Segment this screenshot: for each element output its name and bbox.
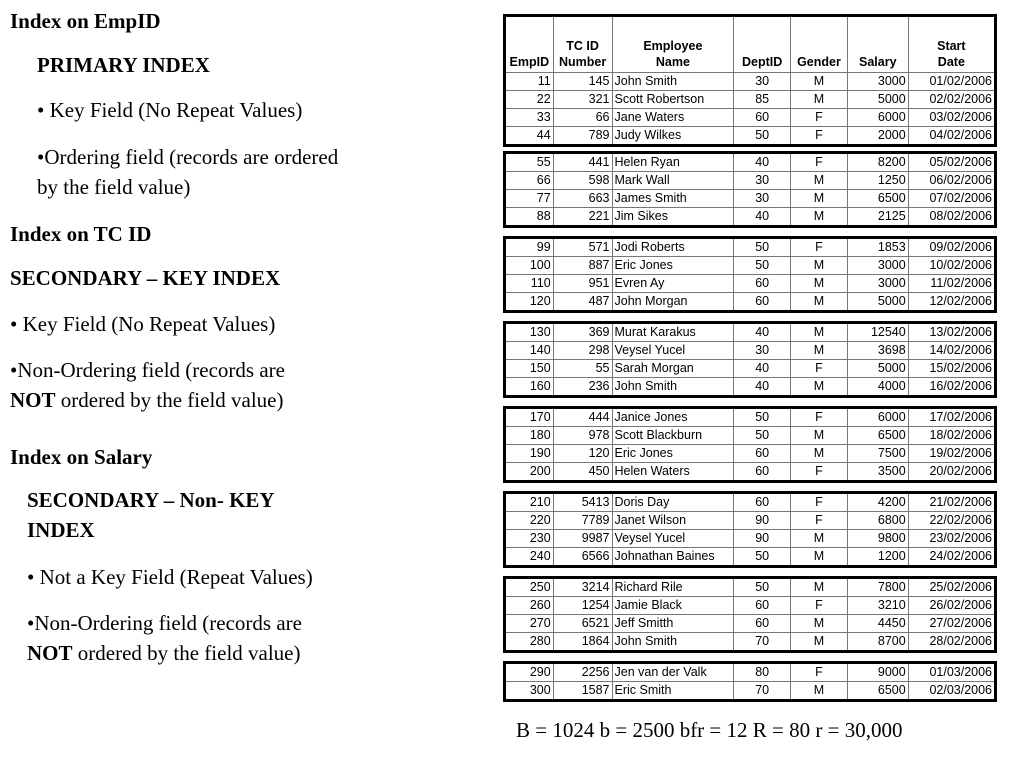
cell-employee-name: Helen Waters bbox=[612, 463, 734, 482]
cell-emp-id: 290 bbox=[505, 663, 554, 682]
column-header-line2: Gender bbox=[797, 55, 841, 69]
cell-salary: 6800 bbox=[847, 512, 908, 530]
cell-start-date: 03/02/2006 bbox=[908, 109, 995, 127]
cell-tc-id: 7789 bbox=[553, 512, 612, 530]
cell-salary: 1250 bbox=[847, 172, 908, 190]
cell-employee-name: Johnathan Baines bbox=[612, 548, 734, 567]
cell-emp-id: 110 bbox=[505, 275, 554, 293]
cell-emp-id: 210 bbox=[505, 493, 554, 512]
cell-gender: F bbox=[791, 109, 848, 127]
cell-salary: 6500 bbox=[847, 190, 908, 208]
cell-gender: M bbox=[791, 578, 848, 597]
cell-dept-id: 40 bbox=[734, 153, 791, 172]
table-row bbox=[505, 323, 996, 342]
cell-employee-name: Jeff Smitth bbox=[612, 615, 734, 633]
cell-dept-id: 60 bbox=[734, 493, 791, 512]
cell-emp-id: 200 bbox=[505, 463, 554, 482]
table-row bbox=[505, 445, 996, 463]
column-header-line1: Start bbox=[937, 39, 966, 53]
column-header-line2: EmpID bbox=[509, 55, 550, 69]
cell-tc-id: 2256 bbox=[553, 663, 612, 682]
cell-tc-id: 6521 bbox=[553, 615, 612, 633]
cell-gender: F bbox=[791, 663, 848, 682]
cell-gender: F bbox=[791, 463, 848, 482]
bullet-non-ordering-line1-a: •Non-Ordering field (records are bbox=[10, 358, 285, 382]
table-row bbox=[505, 597, 996, 615]
cell-gender: M bbox=[791, 190, 848, 208]
column-header-line1 bbox=[850, 40, 906, 56]
not-emphasis: NOT bbox=[27, 641, 73, 665]
table-row bbox=[505, 548, 996, 567]
cell-employee-name: Eric Smith bbox=[612, 682, 734, 701]
cell-tc-id: 598 bbox=[553, 172, 612, 190]
bullet-key-field-2: • Key Field (No Repeat Values) bbox=[10, 312, 276, 336]
column-header-employee-name bbox=[612, 16, 734, 73]
cell-tc-id: 1587 bbox=[553, 682, 612, 701]
cell-dept-id: 50 bbox=[734, 408, 791, 427]
cell-emp-id: 280 bbox=[505, 633, 554, 652]
cell-gender: M bbox=[791, 378, 848, 397]
cell-salary: 6500 bbox=[847, 682, 908, 701]
cell-tc-id: 951 bbox=[553, 275, 612, 293]
table-row bbox=[505, 91, 996, 109]
cell-tc-id: 120 bbox=[553, 445, 612, 463]
cell-start-date: 17/02/2006 bbox=[908, 408, 995, 427]
left-panel bbox=[0, 0, 470, 768]
cell-start-date: 12/02/2006 bbox=[908, 293, 995, 312]
data-block-7 bbox=[503, 576, 997, 653]
cell-gender: M bbox=[791, 275, 848, 293]
cell-dept-id: 30 bbox=[734, 73, 791, 91]
cell-emp-id: 180 bbox=[505, 427, 554, 445]
bullet-ordering-field-line2: by the field value) bbox=[37, 175, 191, 199]
cell-employee-name: Doris Day bbox=[612, 493, 734, 512]
cell-salary: 6500 bbox=[847, 427, 908, 445]
cell-salary: 1200 bbox=[847, 548, 908, 567]
cell-salary: 1853 bbox=[847, 238, 908, 257]
cell-salary: 6000 bbox=[847, 408, 908, 427]
cell-gender: M bbox=[791, 91, 848, 109]
cell-tc-id: 5413 bbox=[553, 493, 612, 512]
cell-start-date: 22/02/2006 bbox=[908, 512, 995, 530]
table-row bbox=[505, 633, 996, 652]
heading-index-salary: Index on Salary bbox=[10, 445, 153, 469]
cell-employee-name: John Smith bbox=[612, 378, 734, 397]
cell-dept-id: 60 bbox=[734, 275, 791, 293]
cell-salary: 7800 bbox=[847, 578, 908, 597]
cell-emp-id: 130 bbox=[505, 323, 554, 342]
cell-employee-name: Jodi Roberts bbox=[612, 238, 734, 257]
cell-start-date: 05/02/2006 bbox=[908, 153, 995, 172]
cell-employee-name: John Smith bbox=[612, 633, 734, 652]
not-emphasis: NOT bbox=[10, 388, 56, 412]
cell-salary: 3000 bbox=[847, 275, 908, 293]
cell-employee-name: James Smith bbox=[612, 190, 734, 208]
cell-employee-name: John Morgan bbox=[612, 293, 734, 312]
cell-start-date: 19/02/2006 bbox=[908, 445, 995, 463]
cell-dept-id: 60 bbox=[734, 293, 791, 312]
subheading-secondary-nonkey-line2: INDEX bbox=[27, 518, 95, 542]
cell-employee-name: Judy Wilkes bbox=[612, 127, 734, 146]
cell-gender: F bbox=[791, 238, 848, 257]
cell-gender: M bbox=[791, 293, 848, 312]
bullet-non-ordering-line2-a bbox=[10, 385, 284, 415]
cell-emp-id: 33 bbox=[505, 109, 554, 127]
cell-tc-id: 369 bbox=[553, 323, 612, 342]
cell-employee-name: Scott Blackburn bbox=[612, 427, 734, 445]
table-row bbox=[505, 342, 996, 360]
cell-emp-id: 170 bbox=[505, 408, 554, 427]
column-header-line1: Employee bbox=[643, 39, 703, 53]
column-header-line1 bbox=[736, 40, 788, 56]
column-header-gender bbox=[791, 16, 848, 73]
cell-start-date: 06/02/2006 bbox=[908, 172, 995, 190]
cell-gender: M bbox=[791, 73, 848, 91]
cell-dept-id: 90 bbox=[734, 512, 791, 530]
cell-salary: 3210 bbox=[847, 597, 908, 615]
table-row bbox=[505, 408, 996, 427]
cell-salary: 2125 bbox=[847, 208, 908, 227]
cell-tc-id: 1254 bbox=[553, 597, 612, 615]
cell-emp-id: 140 bbox=[505, 342, 554, 360]
column-header-line2: Salary bbox=[859, 55, 897, 69]
cell-start-date: 16/02/2006 bbox=[908, 378, 995, 397]
table-row bbox=[505, 293, 996, 312]
cell-tc-id: 441 bbox=[553, 153, 612, 172]
cell-start-date: 02/03/2006 bbox=[908, 682, 995, 701]
cell-emp-id: 100 bbox=[505, 257, 554, 275]
cell-start-date: 08/02/2006 bbox=[908, 208, 995, 227]
cell-employee-name: Eric Jones bbox=[612, 445, 734, 463]
cell-tc-id: 6566 bbox=[553, 548, 612, 567]
table-row bbox=[505, 275, 996, 293]
cell-emp-id: 230 bbox=[505, 530, 554, 548]
cell-emp-id: 66 bbox=[505, 172, 554, 190]
data-block-8 bbox=[503, 661, 997, 702]
cell-dept-id: 50 bbox=[734, 548, 791, 567]
column-header-line2: Date bbox=[937, 55, 965, 69]
table-row bbox=[505, 190, 996, 208]
cell-dept-id: 50 bbox=[734, 238, 791, 257]
column-header-salary bbox=[847, 16, 908, 73]
cell-dept-id: 40 bbox=[734, 360, 791, 378]
cell-dept-id: 30 bbox=[734, 190, 791, 208]
cell-emp-id: 44 bbox=[505, 127, 554, 146]
cell-dept-id: 50 bbox=[734, 127, 791, 146]
column-header-emp-id bbox=[505, 16, 554, 73]
subheading-secondary-nonkey-line1: SECONDARY – Non- KEY bbox=[27, 488, 275, 512]
cell-tc-id: 444 bbox=[553, 408, 612, 427]
table-row bbox=[505, 427, 996, 445]
cell-emp-id: 220 bbox=[505, 512, 554, 530]
cell-dept-id: 30 bbox=[734, 172, 791, 190]
table-row bbox=[505, 172, 996, 190]
cell-employee-name: Scott Robertson bbox=[612, 91, 734, 109]
table-row bbox=[505, 257, 996, 275]
cell-dept-id: 80 bbox=[734, 663, 791, 682]
cell-employee-name: Janice Jones bbox=[612, 408, 734, 427]
data-block-3 bbox=[503, 236, 997, 313]
table-row bbox=[505, 360, 996, 378]
cell-employee-name: Veysel Yucel bbox=[612, 342, 734, 360]
heading-index-empid: Index on EmpID bbox=[10, 9, 161, 33]
cell-tc-id: 66 bbox=[553, 109, 612, 127]
cell-salary: 8200 bbox=[847, 153, 908, 172]
cell-start-date: 07/02/2006 bbox=[908, 190, 995, 208]
cell-emp-id: 55 bbox=[505, 153, 554, 172]
table-row bbox=[505, 663, 996, 682]
cell-emp-id: 11 bbox=[505, 73, 554, 91]
cell-start-date: 23/02/2006 bbox=[908, 530, 995, 548]
cell-tc-id: 887 bbox=[553, 257, 612, 275]
cell-dept-id: 85 bbox=[734, 91, 791, 109]
cell-start-date: 24/02/2006 bbox=[908, 548, 995, 567]
cell-dept-id: 60 bbox=[734, 109, 791, 127]
cell-start-date: 27/02/2006 bbox=[908, 615, 995, 633]
table-row bbox=[505, 378, 996, 397]
cell-tc-id: 663 bbox=[553, 190, 612, 208]
cell-emp-id: 160 bbox=[505, 378, 554, 397]
cell-start-date: 01/02/2006 bbox=[908, 73, 995, 91]
cell-salary: 5000 bbox=[847, 293, 908, 312]
data-block-2 bbox=[503, 151, 997, 228]
cell-start-date: 25/02/2006 bbox=[908, 578, 995, 597]
cell-start-date: 01/03/2006 bbox=[908, 663, 995, 682]
cell-salary: 6000 bbox=[847, 109, 908, 127]
file-parameters: B = 1024 b = 2500 bfr = 12 R = 80 r = 30,000 bbox=[516, 718, 903, 742]
cell-salary: 2000 bbox=[847, 127, 908, 146]
cell-tc-id: 978 bbox=[553, 427, 612, 445]
cell-gender: F bbox=[791, 512, 848, 530]
table-row bbox=[505, 208, 996, 227]
column-header-line1: TC ID bbox=[566, 39, 599, 53]
cell-salary: 4000 bbox=[847, 378, 908, 397]
column-header-line2: Name bbox=[655, 55, 690, 69]
cell-tc-id: 487 bbox=[553, 293, 612, 312]
cell-start-date: 21/02/2006 bbox=[908, 493, 995, 512]
cell-salary: 12540 bbox=[847, 323, 908, 342]
cell-tc-id: 145 bbox=[553, 73, 612, 91]
bullet-key-field-1: • Key Field (No Repeat Values) bbox=[37, 98, 303, 122]
cell-salary: 3000 bbox=[847, 73, 908, 91]
cell-salary: 5000 bbox=[847, 360, 908, 378]
cell-employee-name: Richard Rile bbox=[612, 578, 734, 597]
cell-dept-id: 30 bbox=[734, 342, 791, 360]
cell-emp-id: 120 bbox=[505, 293, 554, 312]
cell-emp-id: 99 bbox=[505, 238, 554, 257]
cell-dept-id: 40 bbox=[734, 323, 791, 342]
cell-start-date: 09/02/2006 bbox=[908, 238, 995, 257]
cell-start-date: 28/02/2006 bbox=[908, 633, 995, 652]
cell-gender: F bbox=[791, 153, 848, 172]
cell-employee-name: Murat Karakus bbox=[612, 323, 734, 342]
cell-tc-id: 55 bbox=[553, 360, 612, 378]
table-row bbox=[505, 109, 996, 127]
cell-salary: 3000 bbox=[847, 257, 908, 275]
table-row bbox=[505, 238, 996, 257]
table-row bbox=[505, 127, 996, 146]
header-row bbox=[505, 16, 996, 73]
cell-gender: M bbox=[791, 427, 848, 445]
data-block-6 bbox=[503, 491, 997, 568]
bullet-non-ordering-line2-b bbox=[27, 638, 301, 668]
data-block-4 bbox=[503, 321, 997, 398]
cell-employee-name: John Smith bbox=[612, 73, 734, 91]
cell-dept-id: 40 bbox=[734, 378, 791, 397]
cell-gender: M bbox=[791, 530, 848, 548]
cell-start-date: 14/02/2006 bbox=[908, 342, 995, 360]
cell-emp-id: 150 bbox=[505, 360, 554, 378]
cell-salary: 4450 bbox=[847, 615, 908, 633]
cell-start-date: 11/02/2006 bbox=[908, 275, 995, 293]
cell-gender: F bbox=[791, 597, 848, 615]
cell-employee-name: Jen van der Valk bbox=[612, 663, 734, 682]
cell-gender: M bbox=[791, 615, 848, 633]
cell-dept-id: 70 bbox=[734, 633, 791, 652]
cell-employee-name: Mark Wall bbox=[612, 172, 734, 190]
subheading-primary-index: PRIMARY INDEX bbox=[37, 53, 210, 77]
bullet-not-key-field: • Not a Key Field (Repeat Values) bbox=[27, 565, 313, 589]
cell-emp-id: 270 bbox=[505, 615, 554, 633]
cell-emp-id: 190 bbox=[505, 445, 554, 463]
cell-start-date: 02/02/2006 bbox=[908, 91, 995, 109]
data-block-1 bbox=[503, 14, 997, 147]
cell-gender: F bbox=[791, 127, 848, 146]
column-header-line2: DeptID bbox=[742, 55, 783, 69]
cell-gender: M bbox=[791, 323, 848, 342]
cell-emp-id: 240 bbox=[505, 548, 554, 567]
cell-gender: F bbox=[791, 408, 848, 427]
cell-tc-id: 450 bbox=[553, 463, 612, 482]
cell-gender: M bbox=[791, 633, 848, 652]
cell-salary: 8700 bbox=[847, 633, 908, 652]
cell-salary: 9000 bbox=[847, 663, 908, 682]
cell-start-date: 20/02/2006 bbox=[908, 463, 995, 482]
cell-employee-name: Jim Sikes bbox=[612, 208, 734, 227]
cell-tc-id: 1864 bbox=[553, 633, 612, 652]
cell-tc-id: 221 bbox=[553, 208, 612, 227]
subheading-secondary-key-index: SECONDARY – KEY INDEX bbox=[10, 266, 281, 290]
cell-tc-id: 321 bbox=[553, 91, 612, 109]
cell-salary: 5000 bbox=[847, 91, 908, 109]
cell-gender: M bbox=[791, 342, 848, 360]
cell-dept-id: 90 bbox=[734, 530, 791, 548]
cell-tc-id: 3214 bbox=[553, 578, 612, 597]
cell-employee-name: Jamie Black bbox=[612, 597, 734, 615]
cell-dept-id: 60 bbox=[734, 463, 791, 482]
cell-employee-name: Helen Ryan bbox=[612, 153, 734, 172]
cell-salary: 4200 bbox=[847, 493, 908, 512]
cell-gender: M bbox=[791, 257, 848, 275]
table-row bbox=[505, 463, 996, 482]
cell-emp-id: 77 bbox=[505, 190, 554, 208]
cell-dept-id: 60 bbox=[734, 445, 791, 463]
cell-emp-id: 250 bbox=[505, 578, 554, 597]
cell-salary: 7500 bbox=[847, 445, 908, 463]
cell-employee-name: Jane Waters bbox=[612, 109, 734, 127]
column-header-line1 bbox=[508, 40, 551, 56]
cell-dept-id: 60 bbox=[734, 597, 791, 615]
cell-employee-name: Janet Wilson bbox=[612, 512, 734, 530]
cell-dept-id: 60 bbox=[734, 615, 791, 633]
cell-dept-id: 50 bbox=[734, 257, 791, 275]
table-row bbox=[505, 512, 996, 530]
cell-start-date: 18/02/2006 bbox=[908, 427, 995, 445]
table-row bbox=[505, 682, 996, 701]
cell-tc-id: 298 bbox=[553, 342, 612, 360]
table-row bbox=[505, 153, 996, 172]
cell-start-date: 13/02/2006 bbox=[908, 323, 995, 342]
non-ordering-rest: ordered by the field value) bbox=[72, 641, 301, 665]
table-row bbox=[505, 73, 996, 91]
cell-start-date: 04/02/2006 bbox=[908, 127, 995, 146]
heading-index-tcid: Index on TC ID bbox=[10, 222, 152, 246]
cell-start-date: 26/02/2006 bbox=[908, 597, 995, 615]
cell-gender: M bbox=[791, 208, 848, 227]
cell-employee-name: Veysel Yucel bbox=[612, 530, 734, 548]
cell-gender: M bbox=[791, 682, 848, 701]
cell-salary: 3500 bbox=[847, 463, 908, 482]
column-header-start-date bbox=[908, 16, 995, 73]
cell-tc-id: 571 bbox=[553, 238, 612, 257]
table-row bbox=[505, 530, 996, 548]
cell-emp-id: 260 bbox=[505, 597, 554, 615]
table-row bbox=[505, 578, 996, 597]
cell-employee-name: Eric Jones bbox=[612, 257, 734, 275]
cell-emp-id: 88 bbox=[505, 208, 554, 227]
table-row bbox=[505, 493, 996, 512]
non-ordering-rest: ordered by the field value) bbox=[55, 388, 284, 412]
column-header-line2: Number bbox=[558, 55, 607, 69]
cell-start-date: 10/02/2006 bbox=[908, 257, 995, 275]
cell-emp-id: 22 bbox=[505, 91, 554, 109]
column-header-line1 bbox=[793, 40, 845, 56]
cell-employee-name: Evren Ay bbox=[612, 275, 734, 293]
cell-emp-id: 300 bbox=[505, 682, 554, 701]
cell-tc-id: 236 bbox=[553, 378, 612, 397]
bullet-ordering-field-line1: •Ordering field (records are ordered bbox=[37, 145, 339, 169]
cell-salary: 9800 bbox=[847, 530, 908, 548]
cell-gender: F bbox=[791, 360, 848, 378]
cell-dept-id: 40 bbox=[734, 208, 791, 227]
cell-gender: M bbox=[791, 172, 848, 190]
data-block-5 bbox=[503, 406, 997, 483]
cell-employee-name: Sarah Morgan bbox=[612, 360, 734, 378]
table-row bbox=[505, 615, 996, 633]
cell-dept-id: 50 bbox=[734, 578, 791, 597]
cell-gender: M bbox=[791, 445, 848, 463]
cell-start-date: 15/02/2006 bbox=[908, 360, 995, 378]
cell-salary: 3698 bbox=[847, 342, 908, 360]
cell-dept-id: 70 bbox=[734, 682, 791, 701]
cell-gender: M bbox=[791, 548, 848, 567]
bullet-non-ordering-line1-b: •Non-Ordering field (records are bbox=[27, 611, 302, 635]
cell-dept-id: 50 bbox=[734, 427, 791, 445]
column-header-tc-id bbox=[553, 16, 612, 73]
cell-tc-id: 789 bbox=[553, 127, 612, 146]
cell-tc-id: 9987 bbox=[553, 530, 612, 548]
column-header-dept-id bbox=[734, 16, 791, 73]
cell-gender: F bbox=[791, 493, 848, 512]
